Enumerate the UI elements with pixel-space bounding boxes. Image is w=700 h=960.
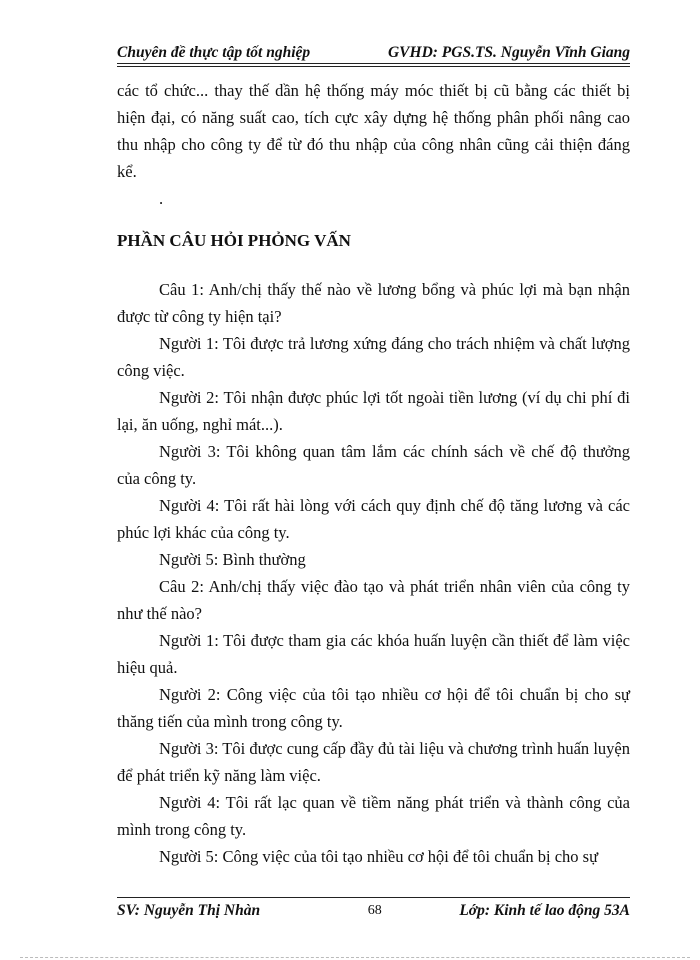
answer-q2-person-4: Người 4: Tôi rất lạc quan về tiềm năng phát triển và thành công của mình trong công ty. xyxy=(117,793,630,839)
section-title: PHẦN CÂU HỎI PHỎNG VẤN xyxy=(117,231,351,250)
question-2: Câu 2: Anh/chị thấy việc đào tạo và phát triển nhân viên của công ty như thế nào? xyxy=(117,577,630,623)
question-1: Câu 1: Anh/chị thấy thế nào về lương bổng và phúc lợi mà bạn nhận được từ công ty hiện tại? xyxy=(117,280,630,326)
answer-q1-person-1: Người 1: Tôi được trả lương xứng đáng cho trách nhiệm và chất lượng công việc. xyxy=(117,334,630,380)
answer-q1-person-4: Người 4: Tôi rất hài lòng với cách quy định chế độ tăng lương và các phúc lợi khác của công ty. xyxy=(117,496,630,542)
footer-right: Lớp: Kinh tế lao động 53A xyxy=(459,902,630,919)
answer-q2-person-2: Người 2: Công việc của tôi tạo nhiều cơ hội để tôi chuẩn bị cho sự thăng tiến của mình trong công ty. xyxy=(117,685,630,731)
intro-paragraph: các tổ chức... thay thế dần hệ thống máy móc thiết bị cũ bằng các thiết bị hiện đại, có năng suất cao, tích cực xây dựng hệ thống phân phối nâng cao thu nhập cho công ty để từ đó thu nhập của công nhân cũng cải thiện đáng kể. xyxy=(117,81,630,181)
page-header xyxy=(117,38,630,62)
page-footer xyxy=(117,899,630,923)
answer-q1-person-5: Người 5: Bình thường xyxy=(159,550,306,569)
answer-q2-person-5: Người 5: Công việc của tôi tạo nhiều cơ hội để tôi chuẩn bị cho sự xyxy=(159,847,599,866)
answer-q1-person-2: Người 2: Tôi nhận được phúc lợi tốt ngoài tiền lương (ví dụ chi phí đi lại, ăn uống, nghỉ mát...). xyxy=(117,388,630,434)
answer-q2-person-1: Người 1: Tôi được tham gia các khóa huấn luyện cần thiết để làm việc hiệu quả. xyxy=(117,631,630,677)
header-rule-thin xyxy=(117,66,630,67)
header-left: Chuyên đề thực tập tốt nghiệp xyxy=(117,44,311,61)
footer-rule xyxy=(117,897,630,898)
page-edge-divider xyxy=(20,957,690,958)
page-body xyxy=(117,77,630,870)
dot-line: . xyxy=(159,189,164,208)
page-number: 68 xyxy=(367,903,382,918)
header-right: GVHD: PGS.TS. Nguyễn Vĩnh Giang xyxy=(387,44,630,61)
answer-q2-person-3: Người 3: Tôi được cung cấp đầy đủ tài liệu và chương trình huấn luyện để phát triển kỹ năng làm việc. xyxy=(117,739,630,785)
answer-q1-person-3: Người 3: Tôi không quan tâm lắm các chính sách về chế độ thưởng của công ty. xyxy=(117,442,630,488)
header-rule xyxy=(117,63,630,64)
footer-left: SV: Nguyễn Thị Nhàn xyxy=(117,902,261,919)
